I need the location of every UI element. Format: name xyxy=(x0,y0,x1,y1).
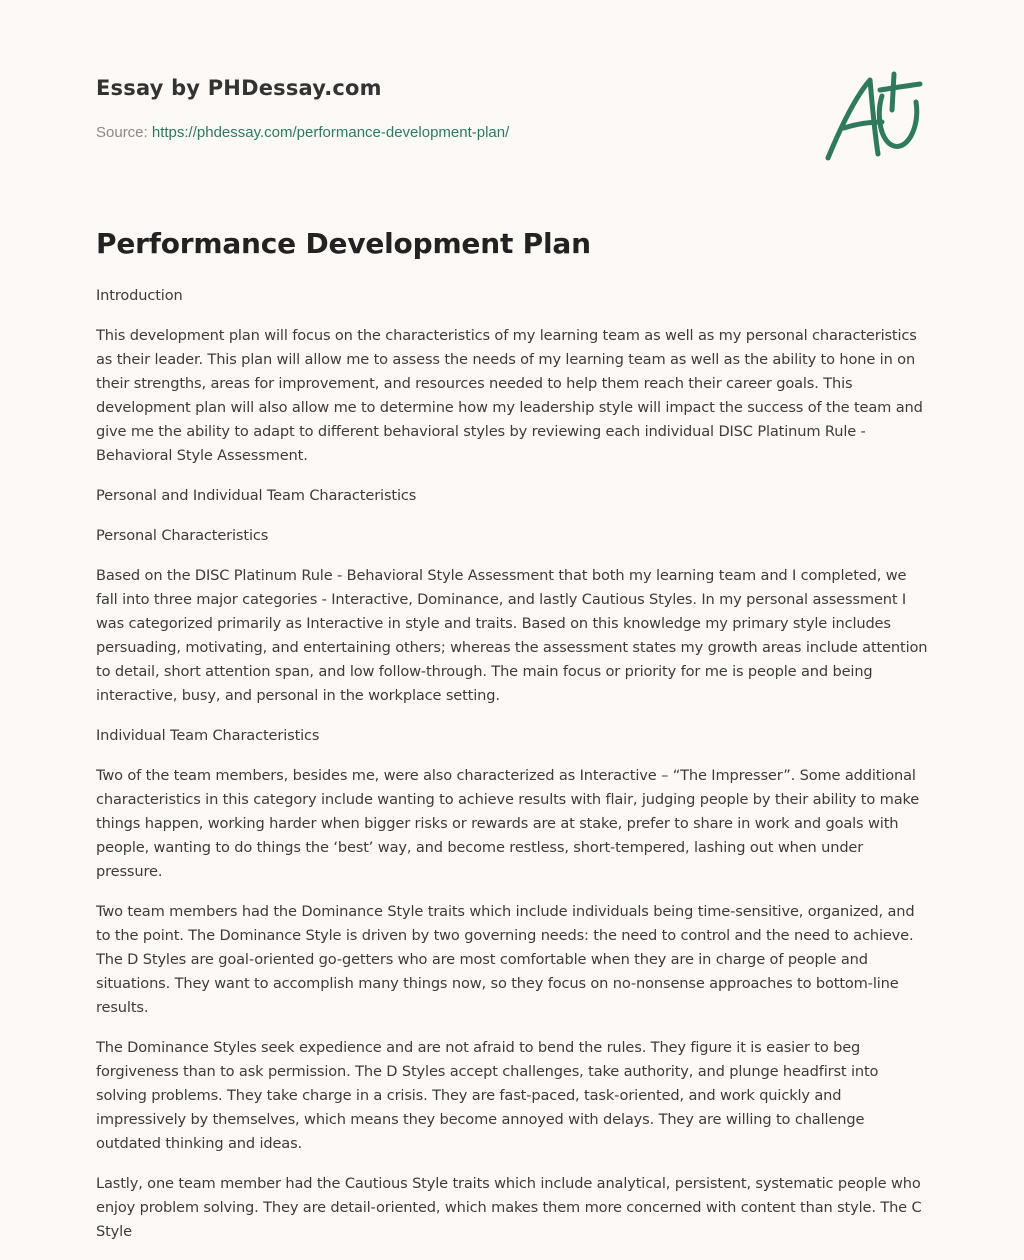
section-heading-individual-team: Individual Team Characteristics xyxy=(96,727,320,744)
section-heading-personal: Personal Characteristics xyxy=(96,527,269,544)
article-title: Performance Development Plan xyxy=(96,227,591,260)
article xyxy=(96,222,928,1260)
page-header xyxy=(96,0,928,180)
paragraph: Lastly, one team member had the Cautious Style traits which include analytical, persistent, systematic people who enjoy problem solving. They are detail-oriented, which makes them more concerned with content than style. The C Style xyxy=(96,1175,922,1240)
paragraph: Based on the DISC Platinum Rule - Behavioral Style Assessment that both my learning team and I completed, we fall into three major categories - Interactive, Dominance, and lastly Cautious Styles. In my personal assessment I was categorized primarily as Interactive in style and traits. Based on this knowledge my primary style includes persuading, motivating, and entertaining others; whereas the assessment states my growth areas include attention to detail, short attention span, and low follow-through. The main focus or priority for me is people and being interactive, busy, and personal in the workplace setting. xyxy=(96,567,928,704)
paragraph: Two team members had the Dominance Style traits which include individuals being time-sensitive, organized, and to the point. The Dominance Style is driven by two governing needs: the need to control and the need to achieve. The D Styles are goal-oriented go-getters who are most comfortable when they are in charge of people and situations. They want to accomplish many things now, so they focus on no-nonsense approaches to bottom-line results. xyxy=(96,903,915,1016)
paragraph: Two of the team members, besides me, were also characterized as Interactive – “The Impresser”. Some additional characteristics in this category include wanting to achieve results with flair, judging people by their ability to make things happen, working harder when bigger risks or rewards are at stake, prefer to share in work and goals with people, wanting to do things the ‘best’ way, and become restless, short-tempered, lashing out when under pressure. xyxy=(96,767,920,880)
a-plus-logo-icon xyxy=(822,66,928,166)
source-line xyxy=(96,124,509,141)
section-heading-introduction: Introduction xyxy=(96,287,183,304)
source-label: Source: xyxy=(96,124,148,141)
article-body xyxy=(96,284,928,1244)
paragraph: The Dominance Styles seek expedience and are not afraid to bend the rules. They figure it is easier to beg forgiveness than to ask permission. The D Styles accept challenges, take authority, and plunge headfirst into solving problems. They take charge in a crisis. They are fast-paced, task-oriented, and work quickly and impressively by themselves, which means they become annoyed with delays. They are willing to challenge outdated thinking and ideas. xyxy=(96,1039,879,1152)
source-link[interactable]: https://phdessay.com/performance-development-plan/ xyxy=(151,124,510,141)
site-title: Essay by PHDessay.com xyxy=(96,76,382,100)
paragraph: This development plan will focus on the characteristics of my learning team as well as my personal characteristics as their leader. This plan will allow me to assess the needs of my learning team as well as the ability to hone in on their strengths, areas for improvement, and resources needed to help them reach their career goals. This development plan will also allow me to determine how my leadership style will impact the success of the team and give me the ability to adapt to different behavioral styles by reviewing each individual DISC Platinum Rule - Behavioral Style Assessment. xyxy=(96,327,923,464)
section-heading-team-characteristics: Personal and Individual Team Characteristics xyxy=(96,487,417,504)
